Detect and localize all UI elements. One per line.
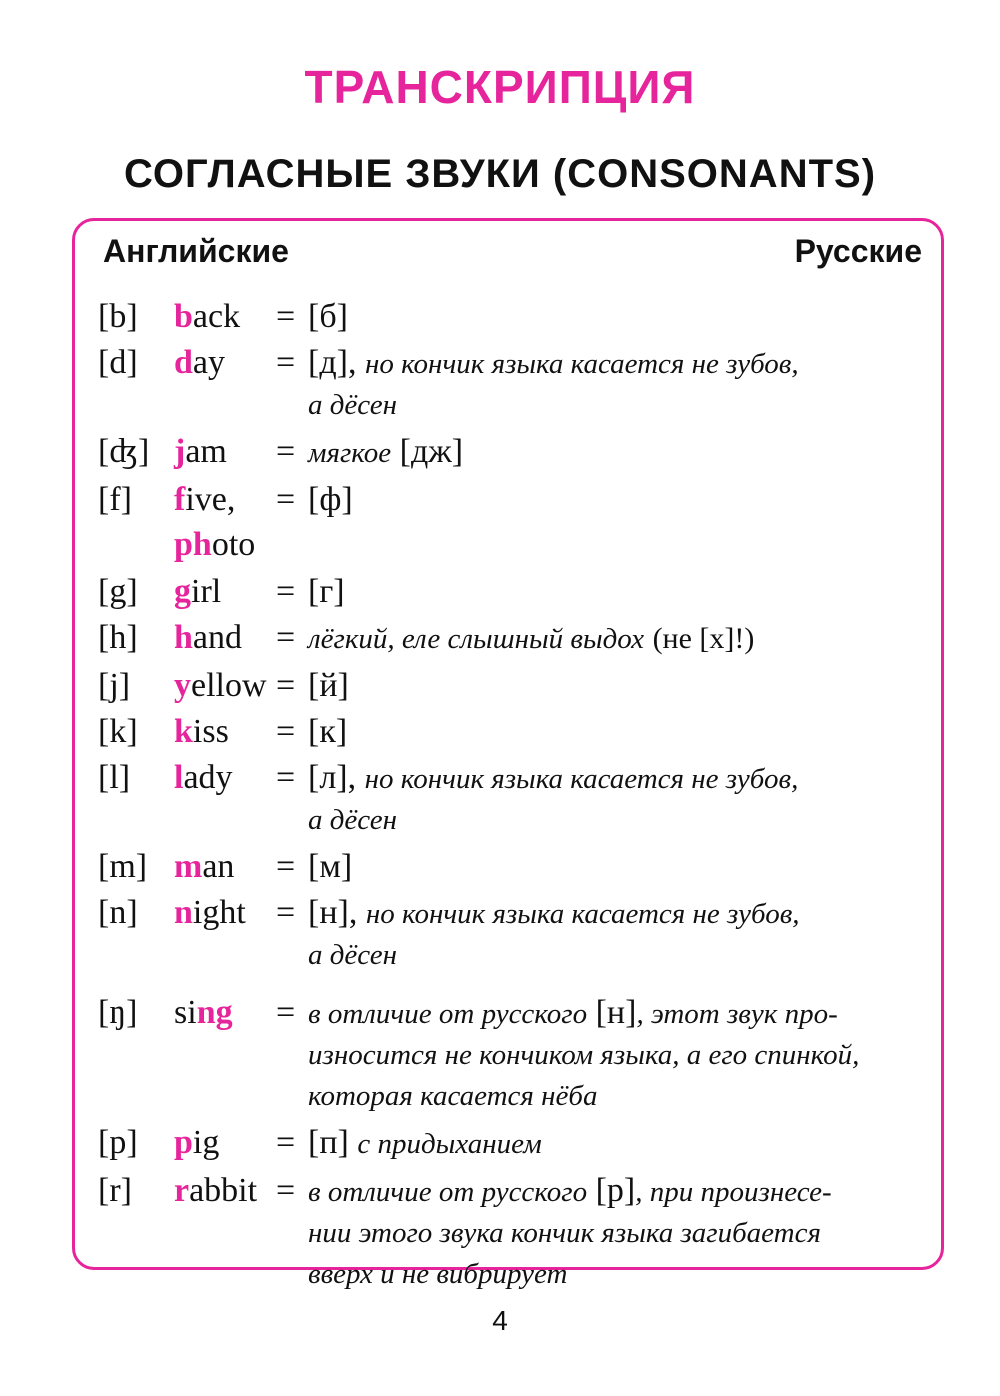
consonant-row-b: [98, 296, 928, 337]
example-word: yellow: [174, 667, 267, 704]
russian-equivalent: [й]: [308, 667, 349, 704]
consonant-row-ng: [98, 992, 928, 1117]
equals-sign: =: [276, 1124, 296, 1161]
equals-sign: =: [276, 573, 296, 610]
consonant-row-r: [98, 1170, 928, 1295]
example-word: pig: [174, 1124, 220, 1161]
example-word: night: [174, 894, 246, 931]
equals-sign: =: [276, 433, 296, 470]
equals-sign: =: [276, 298, 296, 335]
equals-sign: =: [276, 994, 296, 1031]
phonetic-symbol: [ŋ]: [98, 994, 138, 1031]
russian-equivalent: [б]: [308, 298, 348, 335]
russian-equivalent: [м]: [308, 848, 353, 885]
phonetic-symbol: [k]: [98, 713, 138, 750]
phonetic-symbol: [l]: [98, 759, 131, 796]
example-word: sing: [174, 994, 233, 1031]
consonant-list: [98, 296, 928, 1295]
consonant-row-l: [98, 757, 928, 841]
phonetic-symbol: [h]: [98, 619, 138, 656]
consonant-row-k: [98, 711, 928, 752]
russian-equivalent: [ф]: [308, 481, 353, 518]
section-subtitle: СОГЛАСНЫЕ ЗВУКИ (CONSONANTS): [123, 152, 877, 196]
russian-equivalent: в отличие от русского [н], этот звук про- износится не кончиком языка, а его спинкой, которая касается нёба: [308, 994, 860, 1112]
phonetic-symbol: [j]: [98, 667, 131, 704]
consonant-row-g: [98, 571, 928, 612]
phonetic-symbol: [ʤ]: [98, 433, 150, 470]
russian-equivalent: [г]: [308, 573, 345, 610]
example-word: day: [174, 344, 226, 381]
phonetic-symbol: [p]: [98, 1124, 138, 1161]
example-word: rabbit: [174, 1172, 258, 1209]
consonant-row-dzh: [98, 431, 928, 474]
equals-sign: =: [276, 713, 296, 750]
phonetic-symbol: [b]: [98, 298, 138, 335]
russian-equivalent: мягкое [дж]: [308, 433, 464, 470]
phonetic-symbol: [n]: [98, 894, 138, 931]
equals-sign: =: [276, 759, 296, 796]
column-header-english: Английские: [103, 233, 289, 269]
phonetic-symbol: [g]: [98, 573, 138, 610]
equals-sign: =: [276, 481, 296, 518]
russian-equivalent: [д], но кончик языка касается не зубов, а дёсен: [308, 344, 799, 421]
consonant-row-f: [98, 479, 928, 566]
russian-equivalent: лёгкий, еле слышный выдох (не [х]!): [308, 622, 755, 655]
equals-sign: =: [276, 1172, 296, 1209]
page-title: ТРАНСКРИПЦИЯ: [304, 61, 696, 113]
example-word: hand: [174, 619, 243, 656]
phonetic-symbol: [r]: [98, 1172, 132, 1209]
page-number: 4: [492, 1305, 508, 1336]
example-word: lady: [174, 759, 233, 796]
equals-sign: =: [276, 894, 296, 931]
equals-sign: =: [276, 848, 296, 885]
russian-equivalent: [н], но кончик языка касается не зубов, а дёсен: [308, 894, 800, 971]
column-header-russian: Русские: [794, 233, 922, 269]
consonant-row-n: [98, 892, 928, 976]
consonant-row-d: [98, 342, 928, 426]
consonant-row-h: [98, 617, 928, 660]
russian-equivalent: в отличие от русского [р], при произнесе- нии этого звука кончик языка загибается вверх и не вибрирует: [308, 1172, 832, 1290]
phonetic-symbol: [m]: [98, 848, 148, 885]
example-word: back: [174, 298, 241, 335]
example-word: girl: [174, 573, 222, 610]
russian-equivalent: [л], но кончик языка касается не зубов, а дёсен: [308, 759, 799, 836]
equals-sign: =: [276, 344, 296, 381]
equals-sign: =: [276, 667, 296, 704]
consonant-row-m: [98, 846, 928, 887]
example-word: jam: [174, 433, 227, 470]
example-word: man: [174, 848, 235, 885]
phonetic-symbol: [d]: [98, 344, 138, 381]
consonant-row-p: [98, 1122, 928, 1165]
russian-equivalent: [п] с придыханием: [308, 1124, 542, 1161]
phonetic-symbol: [f]: [98, 481, 132, 518]
russian-equivalent: [к]: [308, 713, 348, 750]
example-word: five, photo: [174, 481, 256, 563]
equals-sign: =: [276, 619, 296, 656]
consonant-row-j: [98, 665, 928, 706]
example-word: kiss: [174, 713, 229, 750]
